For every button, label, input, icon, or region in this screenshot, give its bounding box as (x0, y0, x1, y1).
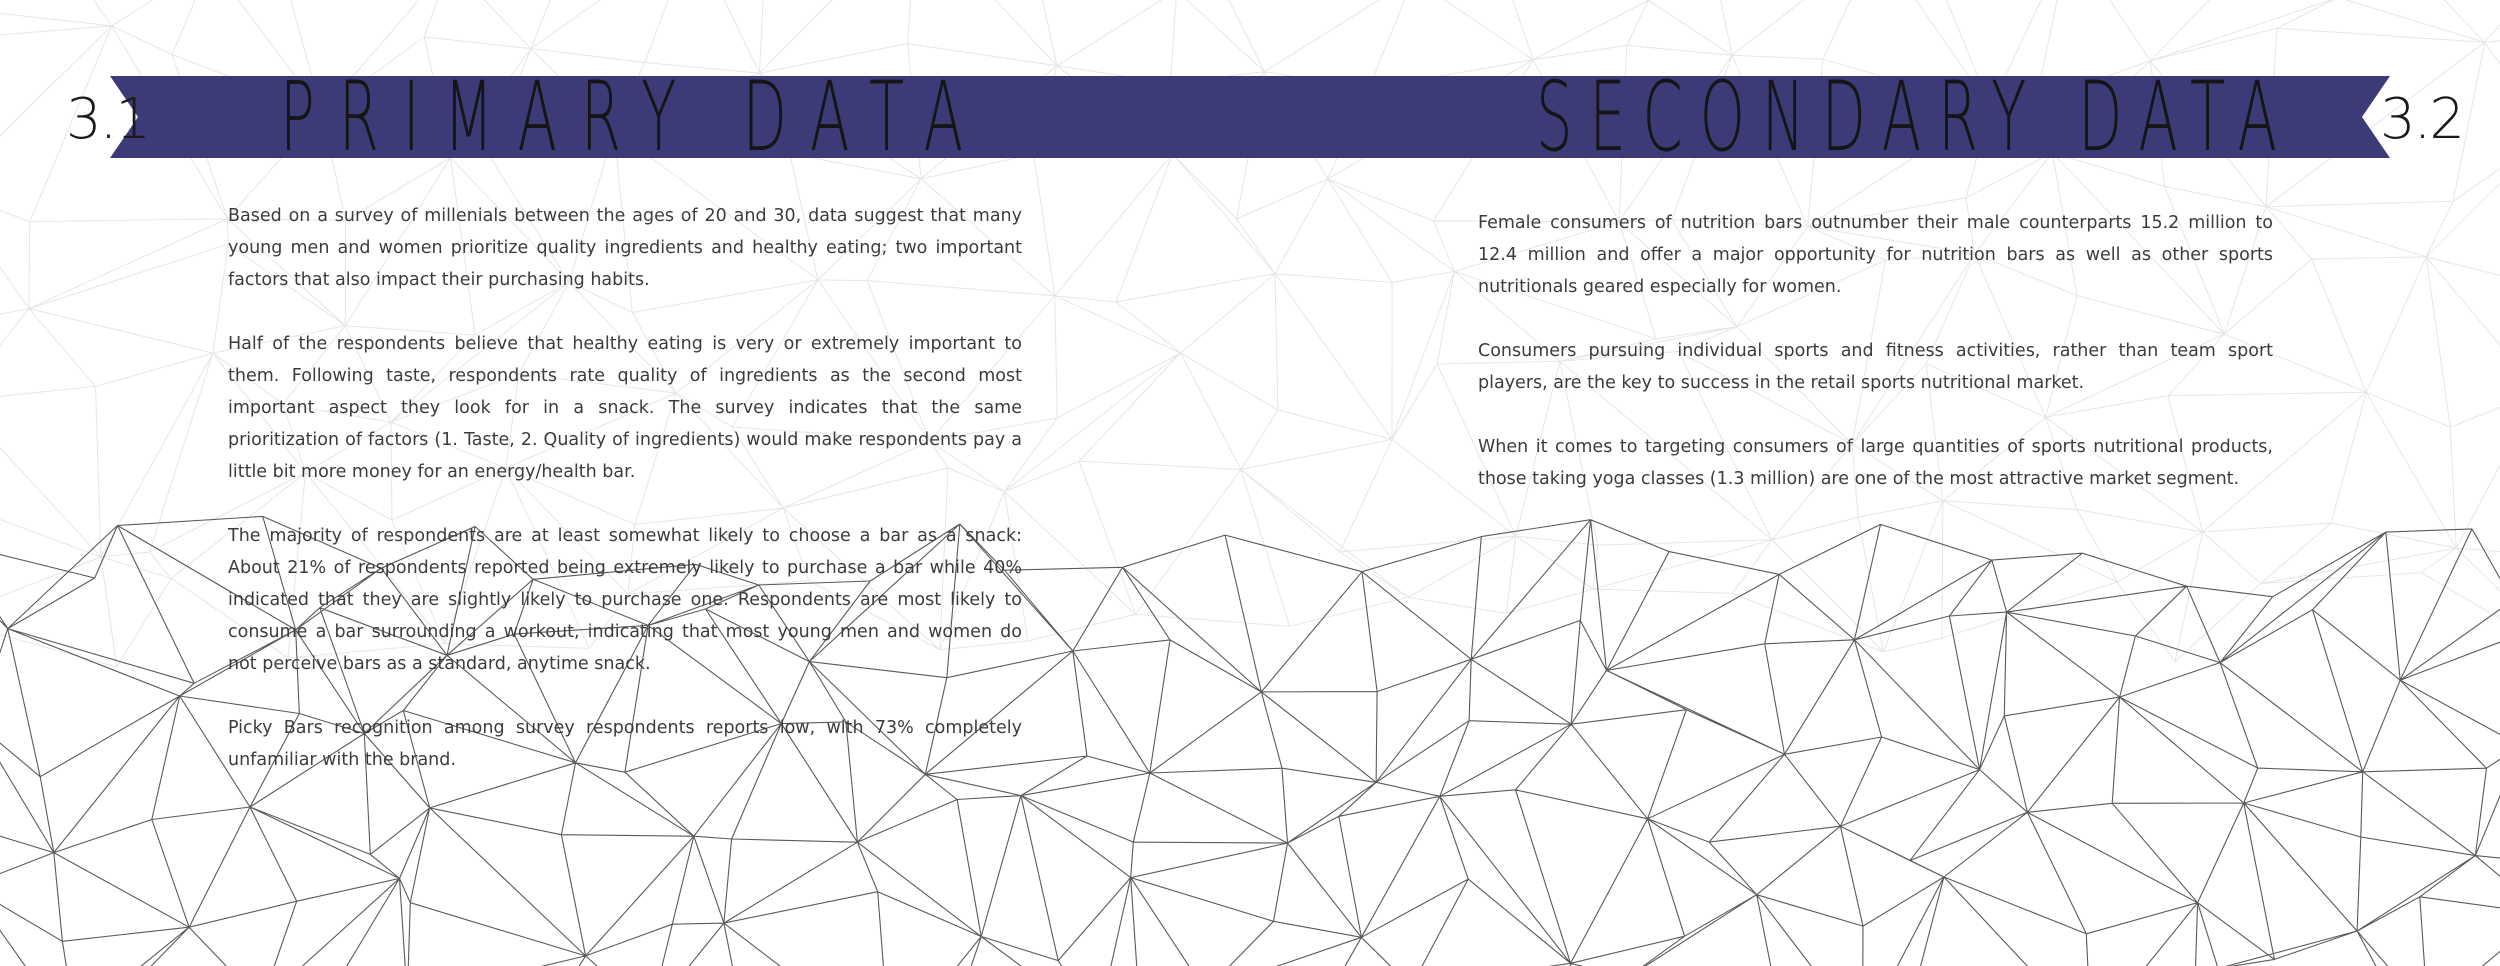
paragraph: When it comes to targeting consumers of large quantities of sports nutritional products, those taking yoga classes (1.3 million) are one of the most attractive market segment. (1478, 437, 2273, 489)
primary-data-text (228, 200, 1022, 808)
secondary-data-text (1478, 207, 2273, 527)
paragraph: Picky Bars recognition among survey respondents reports low, with 73% completely unfamiliar with the brand. (228, 718, 1022, 770)
paragraph: Half of the respondents believe that healthy eating is very or extremely important to them. Following taste, respondents rate quality of ingredients as the second most important aspect they look for in a snack. The survey indicates that the same prioritization of factors (1. Taste, 2. Quality of ingredients) would make respondents pay a little bit more money for an energy/health bar. (228, 334, 1022, 482)
page-number-right: 3.2 (2380, 87, 2464, 152)
paragraph: The majority of respondents are at least somewhat likely to choose a bar as a snack: About 21% of respondents reported being extremely likely to purchase a bar while 40% indicated that they are slightly likely to purchase one. Respondents are most likely to consume a bar surrounding a workout, indicating that most young men and women do not perceive bars as a standard, anytime snack. (228, 526, 1022, 674)
page-number-left: 3.1 (66, 87, 150, 152)
paragraph: Female consumers of nutrition bars outnumber their male counterparts 15.2 million to 12.4 million and offer a major opportunity for nutrition bars as well as other sports nutritionals geared especially for women. (1478, 213, 2273, 297)
paragraph: Consumers pursuing individual sports and fitness activities, rather than team sport players, are the key to success in the retail sports nutritional market. (1478, 341, 2273, 393)
secondary-data-title: SECONDARY DATA (1536, 61, 2294, 173)
primary-data-title: PRIMARY DATA (280, 61, 988, 173)
paragraph: Based on a survey of millenials between the ages of 20 and 30, data suggest that many young men and women prioritize quality ingredients and healthy eating; two important factors that also impact their purchasing habits. (228, 206, 1022, 290)
